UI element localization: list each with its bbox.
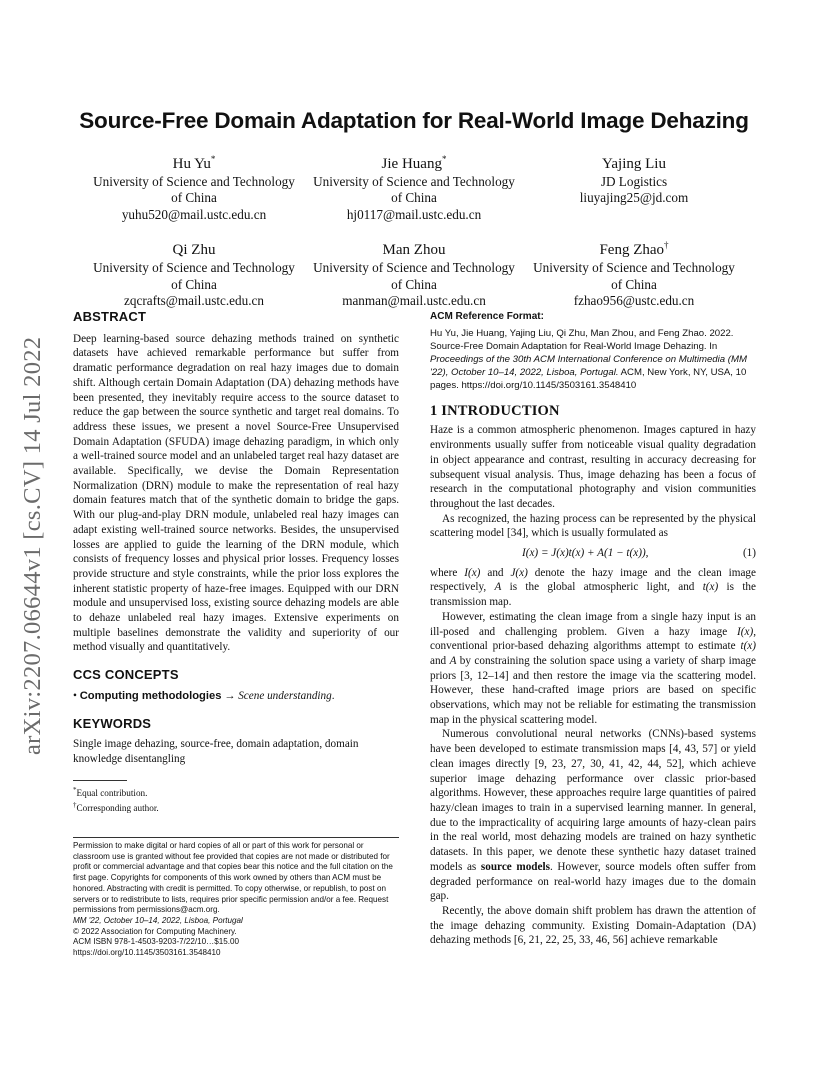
author-email[interactable]: yuhu520@mail.ustc.edu.cn <box>121 206 267 222</box>
author-mark: * <box>441 154 447 164</box>
ref-proceedings: Proceedings of the 30th ACM International Conference on Multimedia (MM '22), October 10–14, 2022, Lisboa, Portugal. <box>430 353 747 378</box>
doi-link[interactable]: https://doi.org/10.1145/3503161.3548410 <box>73 948 221 958</box>
author-affiliation: JD Logistics <box>600 174 668 189</box>
footnote-mark: † <box>73 800 77 809</box>
author-mark: * <box>210 154 216 164</box>
ccs-heading: CCS CONCEPTS <box>73 667 179 683</box>
author-email[interactable]: fzhao956@ustc.edu.cn <box>573 293 695 309</box>
author-affiliation-2: of China <box>611 276 657 292</box>
author-affiliation: University of Science and Technology <box>533 260 735 276</box>
footnote-text: Equal contribution. <box>76 787 148 798</box>
footnote-text: Corresponding author. <box>76 802 159 813</box>
author-affiliation: University of Science and Technology <box>93 174 295 189</box>
footnote-mark: * <box>73 785 77 794</box>
author-name: Man Zhou <box>382 242 446 259</box>
left-column <box>73 310 399 814</box>
author-affiliation: University of Science and Technology <box>313 174 515 189</box>
author-affiliation: University of Science and Technology <box>313 260 515 276</box>
keywords-text: Single image dehazing, source-free, domain adaptation, domain knowledge disentangling <box>73 738 359 765</box>
ref-part: ACM, New York, NY, USA, 10 pages. https://doi.org/10.1145/3503161.3548410 <box>430 366 747 391</box>
abstract-text: Deep learning-based source dehazing methods trained on synthetic datasets have achieved remarkable performance but suffer from dramatic performance degradation on real hazy images due to domain shift. Although certain Domain Adaptation (DA) dehazing methods have been presented, they inevitably require access to the source dataset to reduce the gap between the source synthetic and target real domains. To address these issues, we present a novel Source-Free Unsupervised Domain Adaptation (SFUDA) image dehazing paradigm, in which only a well-trained source model and an unlabeled target real hazy dataset are available. Specifically, we devise the Domain Representation Normalization (DRN) module to make the representation of real hazy domain features match that of the synthetic domain to bridge the gaps. With our plug-and-play DRN module, unlabeled real hazy images can adapt existing well-trained source networks. Besides, the unsupervised losses are applied to guide the learning of the DRN module, which consists of frequency losses and physical prior losses. Frequency losses provide structure and style constraints, while the prior loss explores the inherent statistic property of haze-free images. Equipped with our DRN module and unsupervised loss, existing source dehazing models are able to dehaze unlabeled real hazy images. Extensive experiments on multiple baselines demonstrate the validity and superiority of our method visually and quantitatively. <box>73 332 399 654</box>
ccs-category: Computing methodologies <box>79 689 222 702</box>
author-affiliation-2: of China <box>391 190 437 206</box>
author-name: Hu Yu <box>172 156 211 172</box>
reference-format-heading: ACM Reference Format: <box>430 311 544 322</box>
permission-block <box>73 837 399 959</box>
author-email[interactable]: manman@mail.ustc.edu.cn <box>342 293 486 309</box>
ccs-concept: Scene understanding <box>238 689 332 702</box>
author-mark: † <box>664 240 669 251</box>
author-card <box>304 150 524 223</box>
bullet: • <box>73 689 77 702</box>
intro-paragraph: where I(x) and J(x) denote the hazy image and the clean image respectively, A is the global atmospheric light, and t(x) is the transmission map. <box>430 566 756 609</box>
ref-part: Hu Yu, Jie Huang, Yajing Liu, Qi Zhu, Man Zhou, and Feng Zhao. 2022. Source-Free Domain Adaptation for Real-World Image Dehazing. In <box>430 327 734 352</box>
keywords-heading: KEYWORDS <box>73 715 152 731</box>
arxiv-stamp: arXiv:2207.06644v1 [cs.CV] 14 Jul 2022 <box>19 336 46 755</box>
author-affiliation-2: of China <box>391 276 437 292</box>
intro-paragraph: Haze is a common atmospheric phenomenon. Images captured in hazy environments usually suffer from noticeable visual quality degradation in object appearance and contrast, resulting in accuracy decreasing for subsequent visual analysis. Thus, image dehazing has been a focus of research in the computational photography and vision communities throughout the last decades. <box>430 424 756 510</box>
arrow-icon: → <box>224 689 236 702</box>
author-email[interactable]: zqcrafts@mail.ustc.edu.cn <box>124 293 264 309</box>
author-card <box>84 236 304 309</box>
author-name: Feng Zhao <box>599 242 665 259</box>
author-affiliation-2: of China <box>171 190 217 206</box>
equation-body: I(x) = J(x)t(x) + A(1 − t(x)), <box>522 547 649 560</box>
footnote-corresponding <box>73 799 399 814</box>
intro-paragraph: However, estimating the clean image from a single hazy input is an ill-posed and challenging problem. Given a hazy image I(x), conventional prior-based dehazing algorithms attempt to estimate t(x) and A by constraining the solution space using a variety of sharp image priors [3, 12–14] and then restore the image via the scattering model. However, these hand-crafted image priors are based on specific observations, which may not be reliable for estimating the transmission map in the physical scattering model. <box>430 610 757 726</box>
author-card <box>84 150 304 223</box>
author-name: Qi Zhu <box>172 242 216 259</box>
author-card <box>524 150 744 223</box>
author-block <box>84 150 744 309</box>
intro-paragraph: Numerous convolutional neural networks (CNNs)-based systems have been developed to estimate transmission maps [4, 43, 57] or yield clean images directly [9, 23, 27, 30, 41, 42, 44, 52], which achieve superior image dehazing performance over classic prior-based algorithms. However, these approaches require large quantities of paired hazy/clean images to train in a supervised learning manner. In general, due to the impracticality of acquiring large amounts of hazy-clean pairs in the real world, most dehazing models are trained on hazy synthetic datasets. In this paper, we denote these synthetic hazy dataset trained models as source models. However, source models often suffer from degraded performance on real-world hazy images due to the domain gap. <box>430 728 756 903</box>
intro-heading: 1 INTRODUCTION <box>430 402 560 419</box>
author-email[interactable]: hj0117@mail.ustc.edu.cn <box>346 206 482 222</box>
isbn-line: ACM ISBN 978-1-4503-9203-7/22/10…$15.00 <box>73 937 240 947</box>
equation-number: (1) <box>742 547 756 560</box>
abstract-heading: ABSTRACT <box>73 309 147 324</box>
permission-text: Permission to make digital or hard copies of all or part of this work for personal or classroom use is granted without fee provided that copies are not made or distributed for profit or commercial advantage and that copies bear this notice and the full citation on the first page. Copyrights for components of this work owned by others than ACM must be honored. Abstracting with credit is permitted. To copy otherwise, or republish, to post on servers or to redistribute to lists, requires prior specific permission and/or a fee. Request permissions from permissions@acm.org. <box>73 841 393 915</box>
author-name: Yajing Liu <box>602 156 666 172</box>
author-card <box>304 236 524 309</box>
footnote-equal <box>73 784 399 799</box>
right-column <box>430 310 756 948</box>
ccs-concepts <box>73 689 399 704</box>
reference-format-text <box>430 327 756 392</box>
author-affiliation-2: of China <box>171 276 217 292</box>
venue-line: MM '22, October 10–14, 2022, Lisboa, Portugal <box>73 915 243 925</box>
author-card <box>524 236 744 309</box>
copyright-line: © 2022 Association for Computing Machinery. <box>73 926 237 936</box>
author-name: Jie Huang <box>381 156 442 172</box>
paper-title: Source-Free Domain Adaptation for Real-World Image Dehazing <box>79 108 749 133</box>
intro-paragraph: As recognized, the hazing process can be represented by the physical scattering model [34], which is usually formulated as <box>430 512 756 540</box>
footnote-rule <box>73 780 127 781</box>
author-email[interactable]: liuyajing25@jd.com <box>579 190 689 206</box>
intro-paragraph: Recently, the above domain shift problem has drawn the attention of the image dehazing community. Existing Domain-Adaptation (DA) dehazing methods [6, 21, 22, 25, 33, 46, 56] achieve remarkable <box>430 904 756 947</box>
ccs-end: . <box>331 689 335 702</box>
equation <box>430 546 756 561</box>
author-affiliation: University of Science and Technology <box>93 260 295 276</box>
